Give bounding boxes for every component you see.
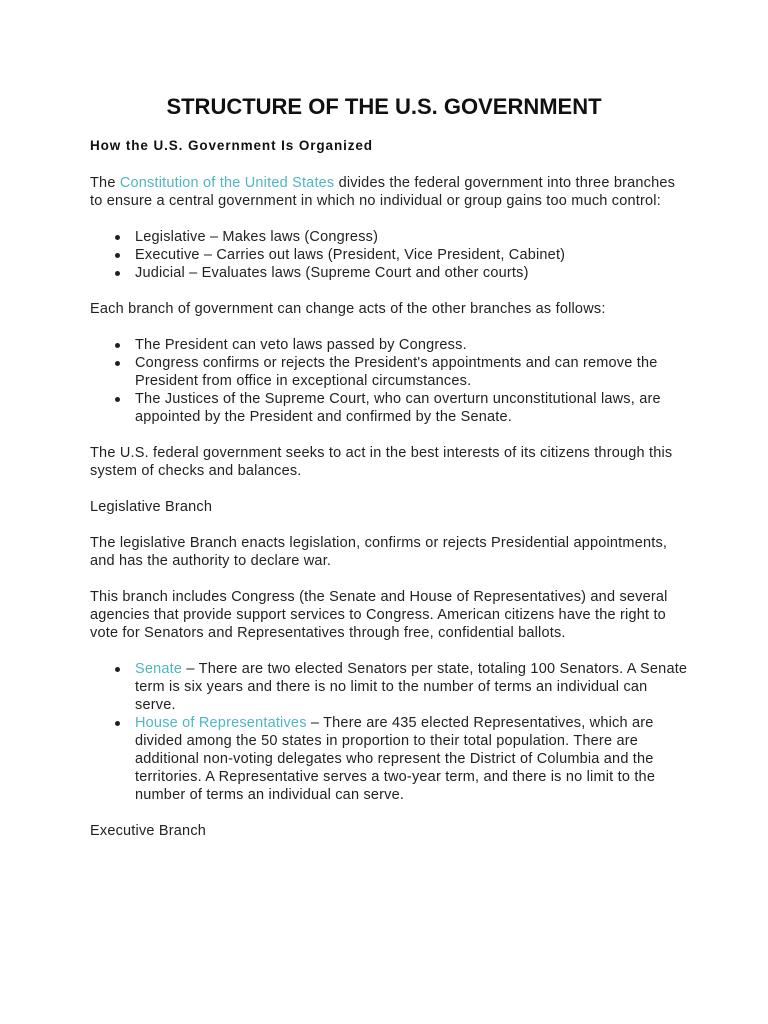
list-item xyxy=(135,660,690,714)
list-item xyxy=(135,714,690,804)
list-item: Congress confirms or rejects the President's appointments and can remove the President from office in exceptional circumstances. xyxy=(135,354,690,390)
congress-list xyxy=(90,660,690,804)
house-text: – There are 435 elected Representatives, which are divided among the 50 states in proportion to their total population. There are additional non-voting delegates who represent the District of Columbia and the territories. A Representative serves a two-year term, and there is no limit to the number of terms an individual can serve. xyxy=(135,715,656,803)
senate-text: – There are two elected Senators per state, totaling 100 Senators. A Senate term is six years and there is no limit to the number of terms an individual can serve. xyxy=(135,661,688,713)
intro-suffix: divides the federal government into three branches to ensure a central government in which no individual or group gains too much control: xyxy=(90,175,676,209)
legislative-paragraph-2: This branch includes Congress (the Senate and House of Representatives) and several agencies that provide support services to Congress. American citizens have the right to vote for Senators and Representatives through free, confidential ballots. xyxy=(90,589,668,641)
legislative-branch-heading: Legislative Branch xyxy=(90,499,213,515)
section-subtitle: How the U.S. Government Is Organized xyxy=(90,138,373,153)
intro-paragraph xyxy=(90,174,690,210)
branches-list xyxy=(90,228,690,282)
list-item: Executive – Carries out laws (President, Vice President, Cabinet) xyxy=(135,246,690,264)
legislative-paragraph-1: The legislative Branch enacts legislation, confirms or rejects Presidential appointments, and has the authority to declare war. xyxy=(90,535,668,569)
checks-summary-paragraph: The U.S. federal government seeks to act in the best interests of its citizens through this system of checks and balances. xyxy=(90,445,673,479)
executive-branch-heading: Executive Branch xyxy=(90,823,207,839)
constitution-link[interactable]: Constitution of the United States xyxy=(119,175,335,191)
senate-link[interactable]: Senate xyxy=(135,661,183,677)
checks-list xyxy=(90,336,690,426)
house-link[interactable]: House of Representatives xyxy=(135,715,307,731)
intro-prefix: The xyxy=(90,175,120,191)
document-body xyxy=(90,174,690,858)
list-item: Judicial – Evaluates laws (Supreme Court and other courts) xyxy=(135,264,690,282)
list-item: Legislative – Makes laws (Congress) xyxy=(135,228,690,246)
checks-intro-paragraph: Each branch of government can change acts of the other branches as follows: xyxy=(90,301,606,317)
list-item: The President can veto laws passed by Congress. xyxy=(135,336,690,354)
page-title: STRUCTURE OF THE U.S. GOVERNMENT xyxy=(166,94,602,119)
list-item: The Justices of the Supreme Court, who can overturn unconstitutional laws, are appointed by the President and confirmed by the Senate. xyxy=(135,390,690,426)
